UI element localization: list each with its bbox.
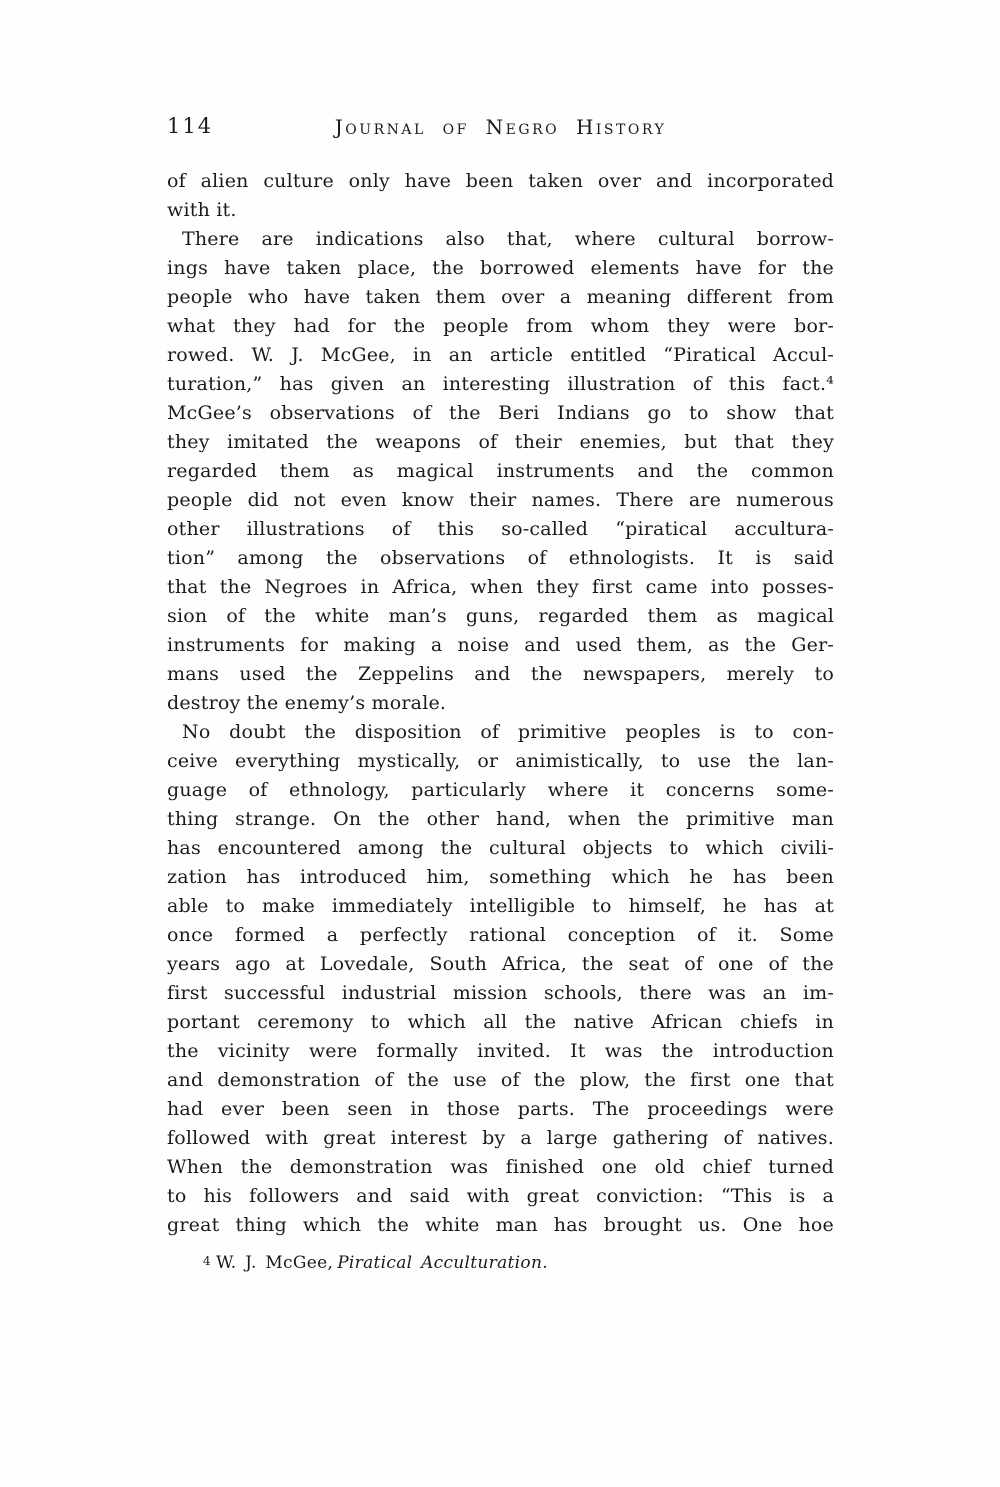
text-line: has encountered among the cultural objects to which civili- — [167, 837, 834, 859]
text-line: destroy the enemy’s morale. — [167, 692, 447, 714]
text-line: first successful industrial mission schools, there was an im- — [167, 982, 834, 1004]
text-line: and demonstration of the use of the plow, the first one that — [167, 1069, 834, 1091]
footnote-marker: 4 — [203, 1254, 211, 1268]
text-line: There are indications also that, where cultural borrow- — [182, 228, 834, 250]
text-line: ings have taken place, the borrowed elements have for the — [167, 257, 834, 279]
text-line: followed with great interest by a large gathering of natives. — [167, 1127, 834, 1149]
text-line: regarded them as magical instruments and the common — [167, 460, 834, 482]
body-text — [167, 167, 834, 1240]
footnote-citation-title: Piratical Acculturation. — [337, 1253, 548, 1273]
text-line: to his followers and said with great conviction: “This is a — [167, 1185, 834, 1207]
text-line: great thing which the white man has brought us. One hoe — [167, 1214, 834, 1236]
text-line: instruments for making a noise and used them, as the Ger- — [167, 634, 834, 656]
text-line: portant ceremony to which all the native African chiefs in — [167, 1011, 834, 1033]
text-line: what they had for the people from whom they were bor- — [167, 315, 834, 337]
text-line: zation has introduced him, something which he has been — [167, 866, 834, 888]
text-line: once formed a perfectly rational conception of it. Some — [167, 924, 834, 946]
text-line: they imitated the weapons of their enemies, but that they — [167, 431, 834, 453]
text-line: years ago at Lovedale, South Africa, the seat of one of the — [167, 953, 834, 975]
paragraph — [167, 225, 834, 718]
page-header — [167, 114, 834, 138]
text-line: sion of the white man’s guns, regarded them as magical — [167, 605, 834, 627]
text-line: people did not even know their names. There are numerous — [167, 489, 834, 511]
text-line: had ever been seen in those parts. The proceedings were — [167, 1098, 834, 1120]
text-line: thing strange. On the other hand, when the primitive man — [167, 808, 834, 830]
text-line: with it. — [167, 199, 237, 221]
text-line: mans used the Zeppelins and the newspapers, merely to — [167, 663, 834, 685]
text-line: of alien culture only have been taken over and incorporated — [167, 170, 834, 192]
text-line: people who have taken them over a meaning different from — [167, 286, 834, 308]
text-line: guage of ethnology, particularly where it concerns some- — [167, 779, 834, 801]
text-line: tion” among the observations of ethnologists. It is said — [167, 547, 834, 569]
text-line: that the Negroes in Africa, when they first came into posses- — [167, 576, 834, 598]
text-line: McGee’s observations of the Beri Indians go to show that — [167, 402, 834, 424]
footnote-citation-author: W. J. McGee, — [215, 1253, 334, 1273]
footnote — [203, 1253, 548, 1273]
text-line: turation,” has given an interesting illustration of this fact.⁴ — [167, 373, 834, 395]
text-line: When the demonstration was finished one old chief turned — [167, 1156, 834, 1178]
page-number: 114 — [167, 114, 214, 138]
text-line: rowed. W. J. McGee, in an article entitled “Piratical Accul- — [167, 344, 834, 366]
paragraph — [167, 167, 834, 225]
running-title: Journal of Negro History — [334, 115, 667, 139]
text-line: the vicinity were formally invited. It was the introduction — [167, 1040, 834, 1062]
text-line: able to make immediately intelligible to himself, he has at — [167, 895, 834, 917]
paragraph — [167, 718, 834, 1240]
text-line: ceive everything mystically, or animistically, to use the lan- — [167, 750, 834, 772]
text-line: other illustrations of this so-called “piratical accultura- — [167, 518, 834, 540]
text-line: No doubt the disposition of primitive peoples is to con- — [182, 721, 834, 743]
